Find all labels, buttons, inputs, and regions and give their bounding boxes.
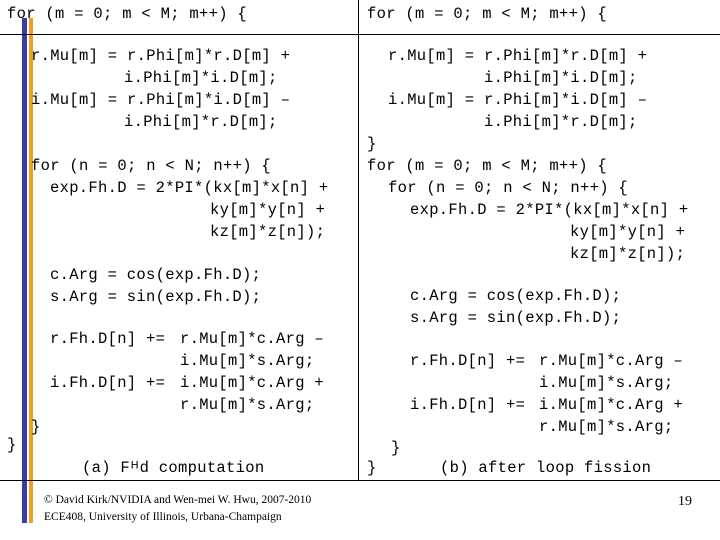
code-line: r.Mu[m]*c.Arg – bbox=[180, 330, 325, 348]
code-line: exp.Fh.D = 2*PI*(kx[m]*x[n] + bbox=[50, 179, 329, 197]
panel-divider bbox=[358, 0, 359, 480]
code-line: i.Mu[m]*s.Arg; bbox=[539, 374, 674, 392]
code-line: s.Arg = sin(exp.Fh.D); bbox=[50, 288, 262, 306]
code-line: } bbox=[31, 418, 41, 436]
code-line: r.Fh.D[n] += bbox=[50, 330, 166, 348]
code-line: r.Fh.D[n] += bbox=[410, 352, 526, 370]
code-line: ky[m]*y[n] + bbox=[570, 223, 686, 241]
code-line: } bbox=[367, 135, 377, 153]
code-line: i.Fh.D[n] += bbox=[410, 396, 526, 414]
code-line: i.Fh.D[n] += bbox=[50, 374, 166, 392]
code-line: i.Mu[m] = r.Phi[m]*i.D[m] – bbox=[31, 91, 291, 109]
code-line: for (n = 0; n < N; n++) { bbox=[388, 179, 629, 197]
code-line: for (n = 0; n < N; n++) { bbox=[31, 157, 272, 175]
code-line: i.Phi[m]*i.D[m]; bbox=[124, 69, 278, 87]
page-number: 19 bbox=[678, 494, 692, 509]
code-line: i.Phi[m]*i.D[m]; bbox=[484, 69, 638, 87]
code-line: i.Mu[m]*c.Arg + bbox=[180, 374, 325, 392]
course-text: ECE408, University of Illinois, Urbana-Champaign bbox=[44, 511, 282, 523]
code-line: c.Arg = cos(exp.Fh.D); bbox=[50, 266, 262, 284]
caption-a: (a) Fᴴd computation bbox=[82, 459, 265, 477]
code-line: i.Phi[m]*r.D[m]; bbox=[484, 113, 638, 131]
copyright-text: © David Kirk/NVIDIA and Wen-mei W. Hwu, 2007-2010 bbox=[44, 494, 312, 506]
code-line: r.Mu[m] = r.Phi[m]*r.D[m] + bbox=[388, 47, 648, 65]
footer-credits bbox=[44, 492, 311, 526]
code-line: r.Mu[m]*c.Arg – bbox=[539, 352, 684, 370]
code-line: } bbox=[367, 459, 377, 477]
code-line: for (m = 0; m < M; m++) { bbox=[7, 5, 248, 23]
code-line: for (m = 0; m < M; m++) { bbox=[367, 157, 608, 175]
right-code-panel bbox=[362, 0, 717, 480]
code-line: } bbox=[391, 439, 401, 457]
code-line: i.Mu[m]*c.Arg + bbox=[539, 396, 684, 414]
code-line: c.Arg = cos(exp.Fh.D); bbox=[410, 287, 622, 305]
code-line: i.Mu[m] = r.Phi[m]*i.D[m] – bbox=[388, 91, 648, 109]
code-line: r.Mu[m] = r.Phi[m]*r.D[m] + bbox=[31, 47, 291, 65]
code-line: } bbox=[7, 436, 17, 454]
code-line: i.Phi[m]*r.D[m]; bbox=[124, 113, 278, 131]
code-line: s.Arg = sin(exp.Fh.D); bbox=[410, 309, 622, 327]
code-line: ky[m]*y[n] + bbox=[210, 201, 326, 219]
caption-b: (b) after loop fission bbox=[440, 459, 652, 477]
code-line: exp.Fh.D = 2*PI*(kx[m]*x[n] + bbox=[410, 201, 689, 219]
code-line: kz[m]*z[n]); bbox=[210, 223, 326, 241]
left-code-panel bbox=[0, 0, 355, 480]
code-line: i.Mu[m]*s.Arg; bbox=[180, 352, 315, 370]
code-line: r.Mu[m]*s.Arg; bbox=[180, 396, 315, 414]
footer-divider bbox=[0, 480, 720, 481]
code-line: for (m = 0; m < M; m++) { bbox=[367, 5, 608, 23]
code-line: kz[m]*z[n]); bbox=[570, 245, 686, 263]
code-line: r.Mu[m]*s.Arg; bbox=[539, 418, 674, 436]
